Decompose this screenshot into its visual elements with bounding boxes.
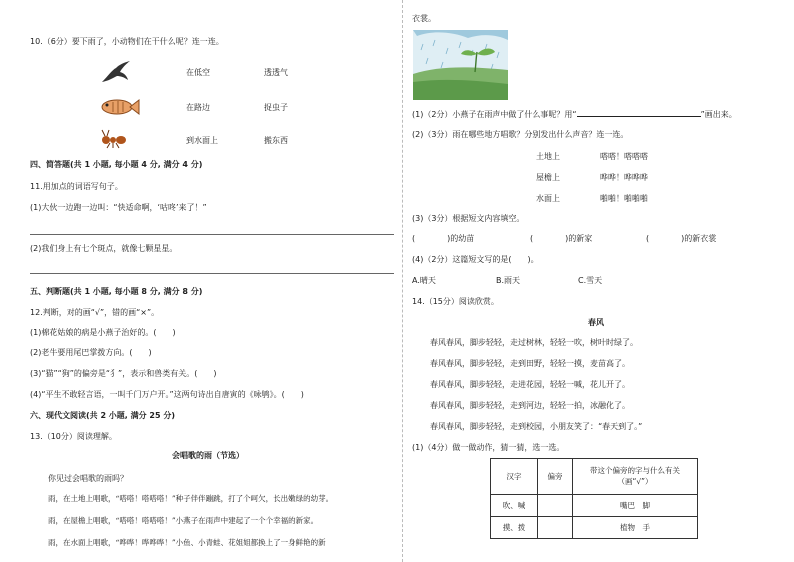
- match-place[interactable]: 土地上: [536, 152, 560, 161]
- judge-item[interactable]: (4)“平生不敢轻言语，一叫千门万户开。”这两句诗出自唐寅的《咏鸲》。( ): [30, 390, 304, 399]
- section-4-title: 四、简答题(共 1 小题, 每小题 4 分, 满分 4 分): [30, 160, 203, 169]
- q1-text: (1)（2分）小燕子在雨声中做了什么事呢？用“ ”画出来。: [412, 110, 737, 119]
- poem-line: 春风春风，脚步轻轻，走到河边，轻轻一拍，冰融化了。: [430, 401, 630, 410]
- q3-text: (3)（3分）根据短文内容填空。: [412, 214, 525, 223]
- q12-title: 12.判断，对的画“√”，错的画“×”。: [30, 308, 160, 317]
- story-line: 雨，在土地上唱歌，“嗒嗒！嗒嗒嗒！”种子伴伴蹦跳，打了个呵欠，长出嫩绿的幼芽。: [48, 494, 334, 503]
- column-divider: [402, 0, 403, 562]
- story-title: 会唱歌的雨（节选）: [172, 451, 244, 460]
- radical-input[interactable]: [538, 495, 573, 517]
- option-a[interactable]: A.晴天: [412, 276, 436, 285]
- q14-title: 14.（15分）阅读欣赏。: [412, 297, 499, 306]
- match-place[interactable]: 屋檐上: [536, 173, 560, 182]
- table-row: [491, 495, 698, 517]
- poem-title: 春风: [588, 318, 604, 327]
- section-6-title: 六、现代文阅读(共 2 小题, 满分 25 分): [30, 411, 175, 420]
- radical-table: [490, 458, 698, 539]
- fill-blank-2[interactable]: ( )的新家: [530, 234, 593, 243]
- action-2: 捉虫子: [264, 103, 288, 112]
- story-line: 雨，在水面上唱歌，“哗哗！哗哗哗！”小鱼、小青蛙、花姐姐都换上了一身鲜艳的新: [48, 538, 326, 547]
- q2-text: (2)（3分）雨在哪些地方唱歌？分别发出什么声音？连一连。: [412, 130, 629, 139]
- option-c[interactable]: C.雪天: [578, 276, 603, 285]
- table-header: 汉字: [491, 459, 538, 495]
- match-sound[interactable]: 嗒嗒！嗒嗒嗒: [600, 152, 648, 161]
- table-header: 带这个偏旁的字与什么有关（画“√”）: [573, 459, 698, 495]
- section-5-title: 五、判断题(共 1 小题, 每小题 8 分, 满分 8 分): [30, 287, 203, 296]
- answer-line-1[interactable]: [30, 234, 394, 235]
- q11-title: 11.用加点的词语写句子。: [30, 182, 123, 191]
- place-2: 在路边: [186, 103, 210, 112]
- match-sound[interactable]: 哗哗！哗哗哗: [600, 173, 648, 182]
- poem-line: 春风春风，脚步轻轻，走到田野，轻轻一摸，麦苗高了。: [430, 359, 630, 368]
- place-1: 在低空: [186, 68, 210, 77]
- judge-item[interactable]: (1)棉花姑娘的病是小燕子治好的。( ): [30, 328, 176, 337]
- ant-icon: [100, 128, 128, 150]
- match-sound[interactable]: 啪啪！啪啪啪: [600, 194, 648, 203]
- answer-line-2[interactable]: [30, 273, 394, 274]
- fill-blank-3[interactable]: ( )的新衣裳: [646, 234, 717, 243]
- table-cell: 摸、拨: [491, 517, 538, 539]
- q13-title: 13.（10分）阅读理解。: [30, 432, 117, 441]
- poem-line: 春风春风，脚步轻轻，走过树林，轻轻一吹，树叶时绿了。: [430, 338, 638, 347]
- q10-title: 10.（6分）要下雨了，小动物们在干什么呢？连一连。: [30, 37, 224, 46]
- action-1: 透透气: [264, 68, 288, 77]
- poem-line: 春风春风，脚步轻轻，走到校园，小朋友笑了：“春天到了。”: [430, 422, 643, 431]
- judge-item[interactable]: (3)“猫”“狗”的偏旁是“犭”，表示和兽类有关。( ): [30, 369, 217, 378]
- q4-text: (4)（2分）这篇短文写的是( )。: [412, 255, 539, 264]
- underline-sample: [577, 116, 701, 117]
- action-3: 搬东西: [264, 136, 288, 145]
- story-continuation: 衣裳。: [412, 14, 436, 23]
- poem-line: 春风春风，脚步轻轻，走进花园，轻轻一喊，花儿开了。: [430, 380, 630, 389]
- option-b[interactable]: B.雨天: [496, 276, 521, 285]
- q14-part-1: (1)（4分）做一做动作，猜一猜，选一选。: [412, 443, 565, 452]
- story-line: 雨，在屋檐上唱歌，“嗒嗒！嗒嗒嗒！”小燕子在雨声中建起了一个个幸福的新家。: [48, 516, 319, 525]
- fill-blank-1[interactable]: ( )的幼苗: [412, 234, 475, 243]
- match-place[interactable]: 水面上: [536, 194, 560, 203]
- table-header: 偏旁: [538, 459, 573, 495]
- rain-illustration: [413, 30, 508, 100]
- relation-options[interactable]: 植物 手: [573, 517, 698, 539]
- table-cell: 吹、喊: [491, 495, 538, 517]
- judge-item[interactable]: (2)老牛要用尾巴掌拨方向。( ): [30, 348, 152, 357]
- table-header-row: [491, 459, 698, 495]
- place-3: 到水面上: [186, 136, 218, 145]
- table-row: [491, 517, 698, 539]
- fish-icon: [100, 97, 140, 117]
- q11-part-2: (2)我们身上有七个斑点，就像七颗星星。: [30, 244, 178, 253]
- swallow-icon: [100, 60, 132, 86]
- story-line: 你见过会唱歌的雨吗？: [48, 474, 128, 483]
- relation-options[interactable]: 嘴巴 脚: [573, 495, 698, 517]
- radical-input[interactable]: [538, 517, 573, 539]
- q11-part-1: (1)大伙一边跑一边叫：“快适命啊，‘咕咚’来了！”: [30, 203, 207, 212]
